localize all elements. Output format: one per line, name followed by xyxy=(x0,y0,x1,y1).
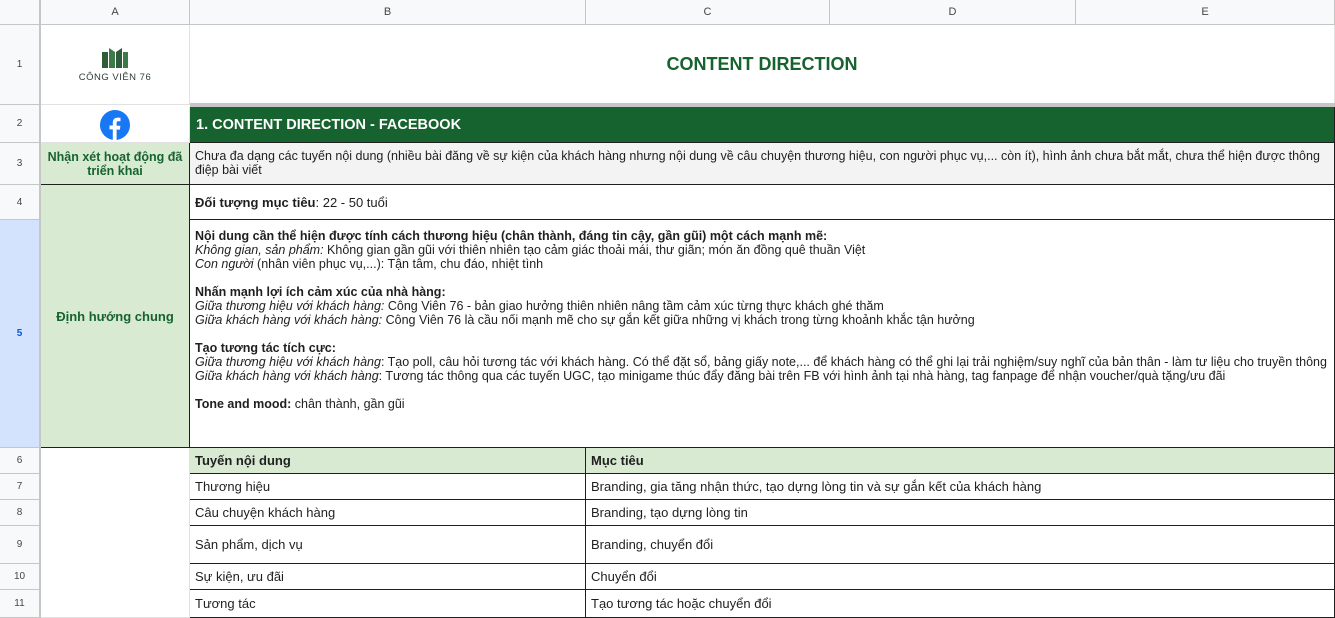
empty-cell-a[interactable] xyxy=(41,448,190,618)
facebook-icon xyxy=(100,110,130,140)
row-header-6[interactable]: 6 xyxy=(0,448,41,474)
space-product-text: Không gian gần gũi với thiên nhiên tạo cảm giác thoải mái, thư giãn; món ăn đồng quê thuần Việt xyxy=(323,243,866,257)
table-row-goal[interactable]: Branding, tạo dựng lòng tin xyxy=(586,500,1335,526)
target-audience-label: Đối tượng mục tiêu xyxy=(195,194,316,210)
row-header-1[interactable]: 1 xyxy=(0,25,41,105)
row-header-10[interactable]: 10 xyxy=(0,564,41,590)
page-title[interactable]: CONTENT DIRECTION xyxy=(190,25,1335,105)
interaction-customer-customer-text: : Tương tác thông qua các tuyến UGC, tạo minigame thúc đẩy đăng bài trên FB với hình ảnh tại nhà hàng, tag fanpage để nhận voucher/quà tặng/ưu đãi xyxy=(378,369,1226,383)
table-row-goal[interactable]: Branding, chuyển đổi xyxy=(586,526,1335,564)
table-row-goal[interactable]: Tạo tương tác hoặc chuyển đổi xyxy=(586,590,1335,618)
building-logo-icon xyxy=(100,46,130,68)
general-direction-label[interactable]: Định hướng chung xyxy=(41,185,190,448)
row-header-4[interactable]: 4 xyxy=(0,185,41,220)
review-label[interactable]: Nhận xét hoạt động đã triển khai xyxy=(41,143,190,185)
facebook-icon-cell[interactable] xyxy=(41,107,190,143)
interaction-brand-customer-label: Giữa thương hiệu với khách hàng xyxy=(195,355,381,369)
column-header-a[interactable]: A xyxy=(41,0,190,25)
row-header-3[interactable]: 3 xyxy=(0,143,41,185)
row-header-5[interactable]: 5 xyxy=(0,220,41,448)
column-header-c[interactable]: C xyxy=(586,0,830,25)
table-row-goal[interactable]: Branding, gia tăng nhận thức, tạo dựng lòng tin và sự gắn kết của khách hàng xyxy=(586,474,1335,500)
people-text: (nhân viên phục vụ,...): Tận tâm, chu đáo, nhiệt tình xyxy=(253,257,544,271)
interaction-title: Tạo tương tác tích cực: xyxy=(195,341,336,355)
tone-mood-text: chân thành, gần gũi xyxy=(291,397,405,411)
interaction-customer-customer-label: Giữa khách hàng với khách hàng xyxy=(195,369,379,383)
brand-name: CÔNG VIÊN 76 xyxy=(78,72,152,83)
row-header-11[interactable]: 11 xyxy=(0,590,41,618)
target-audience-cell[interactable] xyxy=(190,185,1335,220)
section-heading[interactable]: 1. CONTENT DIRECTION - FACEBOOK xyxy=(190,107,1335,143)
table-header-content-line[interactable]: Tuyến nội dung xyxy=(190,448,586,474)
table-row-goal[interactable]: Chuyển đổi xyxy=(586,564,1335,590)
row-header-2[interactable]: 2 xyxy=(0,105,41,143)
emotion-brand-customer-label: Giữa thương hiệu với khách hàng: xyxy=(195,299,385,313)
column-header-b[interactable]: B xyxy=(190,0,586,25)
column-header-d[interactable]: D xyxy=(830,0,1076,25)
table-row-line[interactable]: Câu chuyện khách hàng xyxy=(190,500,586,526)
people-label: Con người xyxy=(195,257,254,271)
general-direction-content[interactable] xyxy=(190,220,1335,448)
target-audience-value: : 22 - 50 tuổi xyxy=(315,194,388,210)
logo-cell[interactable] xyxy=(41,25,190,105)
table-header-goal[interactable]: Mục tiêu xyxy=(586,448,1335,474)
row-header-8[interactable]: 8 xyxy=(0,500,41,526)
table-row-line[interactable]: Sự kiện, ưu đãi xyxy=(190,564,586,590)
emotion-brand-customer-text: Công Viên 76 - bản giao hưởng thiên nhiên nâng tầm cảm xúc từng thực khách ghé thăm xyxy=(384,299,884,313)
tone-mood-label: Tone and mood: xyxy=(195,397,292,411)
select-all-corner[interactable] xyxy=(0,0,41,25)
column-header-e[interactable]: E xyxy=(1076,0,1335,25)
row-header-7[interactable]: 7 xyxy=(0,474,41,500)
emotion-customer-customer-text: Công Viên 76 là cầu nối mạnh mẽ cho sự gắn kết giữa những vị khách trong từng khoảnh khắc tận hưởng xyxy=(382,313,975,327)
space-product-label: Không gian, sản phẩm: xyxy=(195,243,324,257)
row-header-9[interactable]: 9 xyxy=(0,526,41,564)
table-row-line[interactable]: Tương tác xyxy=(190,590,586,618)
emotion-customer-customer-label: Giữa khách hàng với khách hàng: xyxy=(195,313,383,327)
table-row-line[interactable]: Thương hiệu xyxy=(190,474,586,500)
table-row-line[interactable]: Sản phẩm, dịch vụ xyxy=(190,526,586,564)
emotional-benefit-title: Nhấn mạnh lợi ích cảm xúc của nhà hàng: xyxy=(195,285,446,299)
interaction-brand-customer-text: : Tạo poll, câu hỏi tương tác với khách hàng. Có thể đặt sổ, bảng giấy note,... để khách hàng có thể ghi lại trải nghiệm/suy nghĩ của bản thân - làm tư liệu cho truyền thông xyxy=(380,355,1327,369)
brand-personality-title: Nội dung cần thể hiện được tính cách thương hiệu (chân thành, đáng tin cậy, gần gũi) một cách mạnh mẽ: xyxy=(195,229,828,243)
review-text[interactable]: Chưa đa dạng các tuyến nội dung (nhiều bài đăng về sự kiện của khách hàng nhưng nội dung về câu chuyện thương hiệu, con người phục vụ,... còn ít), hình ảnh chưa bắt mắt, chưa thể hiện được thông điệp bài viết xyxy=(190,143,1335,185)
